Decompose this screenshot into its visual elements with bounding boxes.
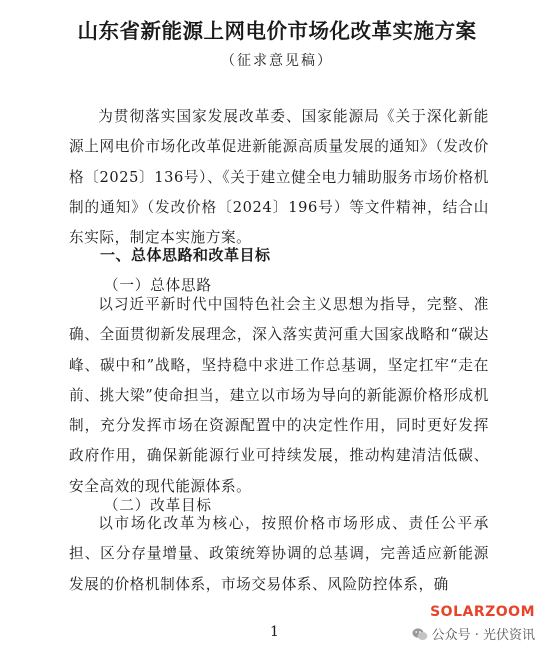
subsection-text-2: 以市场化改革为核心，按照价格市场形成、责任公平承担、区分存量增量、政策统筹协调的总基调，完善适应新能源发展的价格机制体系，市场交易体系、风险防控体系，确 bbox=[69, 515, 489, 593]
section-heading: 一、总体思路和改革目标 bbox=[100, 246, 271, 264]
intro-text: 为贯彻落实国家发展改革委、国家能源局《关于深化新能源上网电价市场化改革促进新能源高质量发展的通知》（发改价格〔2025〕136号）、《关于建立健全电力辅助服务市场价格机制的通知》（发改价格〔2024〕196号）等文件精神，结合山东实际，制定本实施方案。 bbox=[69, 108, 489, 247]
page-number: 1 bbox=[270, 624, 279, 640]
wechat-icon bbox=[412, 627, 428, 641]
subsection-heading-2: （二）改革目标 bbox=[104, 497, 212, 514]
subsection-heading-1: （一）总体思路 bbox=[104, 277, 212, 294]
subsection-body-1 bbox=[69, 290, 489, 502]
intro-paragraph bbox=[69, 102, 489, 253]
subsection-text-1: 以习近平新时代中国特色社会主义思想为指导，完整、准确、全面贯彻新发展理念，深入落实黄河重大国家战略和“碳达峰、碳中和”战略，坚持稳中求进工作总基调，坚定扛牢“走在前、挑大梁”使命担当，建立以市场为导向的新能源价格形成机制，充分发挥市场在资源配置中的决定性作用，同时更好发挥政府作用，确保新能源行业可持续发展，推动构建清洁低碳、安全高效的现代能源体系。 bbox=[69, 296, 489, 495]
document-title: 山东省新能源上网电价市场化改革实施方案 bbox=[77, 19, 477, 43]
subsection-body-2 bbox=[69, 509, 489, 600]
watermark-brand: SOLARZOOM bbox=[430, 604, 535, 620]
document-subtitle: （征求意见稿） bbox=[221, 53, 333, 69]
watermark-account bbox=[412, 624, 535, 643]
watermark-account-label: 公众号 · 光伏资讯 bbox=[431, 628, 535, 643]
